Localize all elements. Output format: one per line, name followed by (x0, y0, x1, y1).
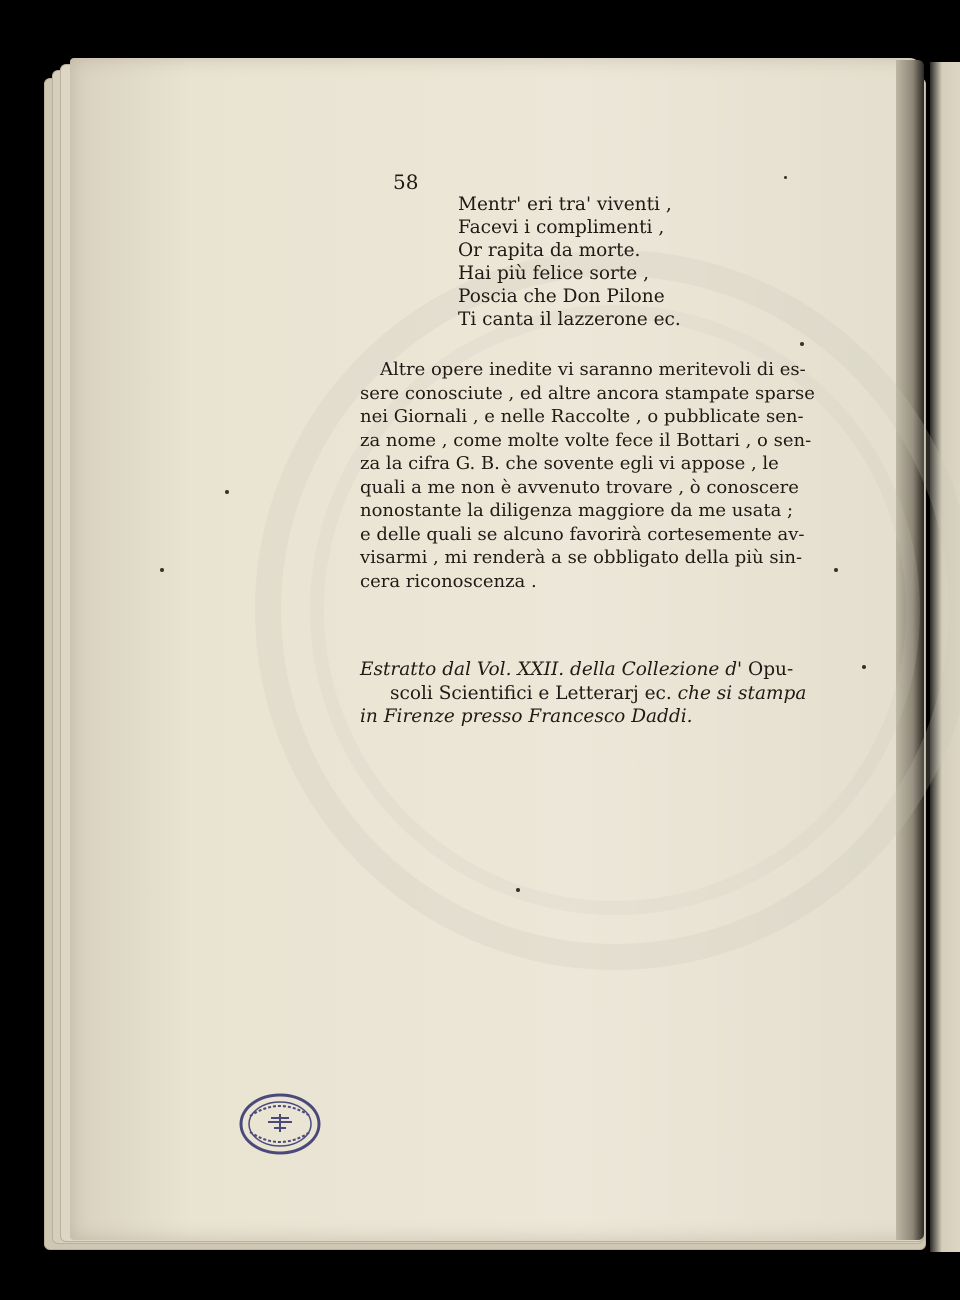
prose-line: za nome , come molte volte fece il Bottari , o sen- (360, 429, 812, 451)
prose-line: e delle quali se alcuno favorirà cortesemente av- (360, 523, 805, 545)
note-upright: Opu- (742, 659, 794, 680)
verse-line: Facevi i complimenti , (458, 217, 665, 238)
note-line: in Firenze presso Francesco Daddi. (360, 706, 693, 727)
note-line (360, 682, 830, 706)
verse-line: Poscia che Don Pilone (458, 286, 665, 307)
note-italic: che si stampa (671, 682, 807, 704)
prose-line: nei Giornali , e nelle Raccolte , o pubblicate sen- (360, 406, 804, 427)
library-stamp-icon (238, 1092, 322, 1156)
prose-line: nonostante la diligenza maggiore da me usata ; (360, 500, 794, 521)
note-upright: scoli Scientifici e Letterarj ec. (390, 682, 672, 704)
verse-line: Ti canta il lazzerone ec. (458, 309, 681, 330)
verse-block (458, 193, 681, 331)
publication-note (360, 658, 830, 729)
verse-line: Mentr' eri tra' viventi , (458, 194, 672, 215)
prose-line: za la cifra G. B. che sovente egli vi appose , le (360, 453, 779, 474)
verse-line: Or rapita da morte. (458, 240, 641, 261)
prose-line: Altre opere inedite vi saranno meritevoli di es- (380, 359, 806, 380)
prose-line: quali a me non è avvenuto trovare , ò conoscere (360, 476, 799, 498)
prose-line: visarmi , mi renderà a se obbligato della più sin- (360, 547, 803, 568)
prose-line: sere conosciute , ed altre ancora stampate sparse (360, 382, 815, 404)
page-number: 58 (393, 170, 419, 194)
prose-line: cera riconoscenza . (360, 570, 537, 592)
note-line (360, 658, 830, 682)
verse-line: Hai più felice sorte , (458, 263, 649, 284)
prose-paragraph (360, 358, 828, 593)
note-italic: Estratto dal Vol. XXII. della Collezione d' (360, 659, 743, 680)
